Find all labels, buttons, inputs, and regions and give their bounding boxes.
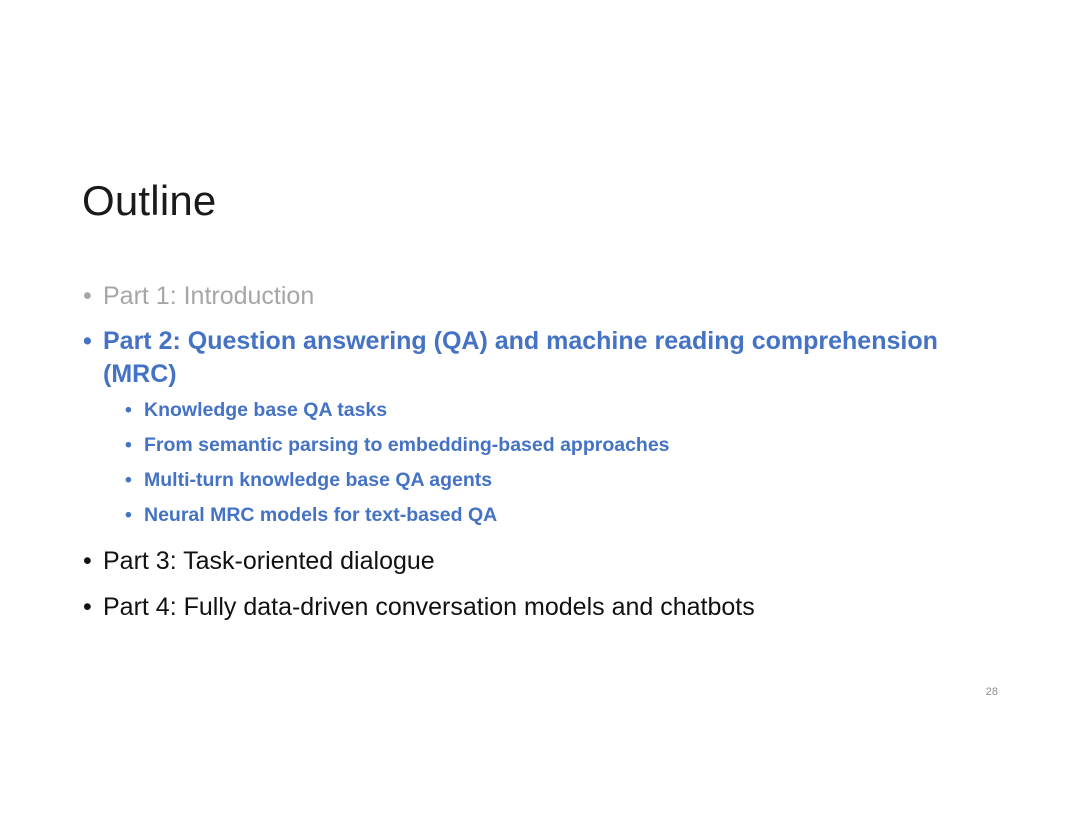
outline-subitem-label: Multi-turn knowledge base QA agents [144,469,493,491]
outline-item-label: Part 4: Fully data-driven conversation models and chatbots [103,593,755,621]
outline-subitem-label: From semantic parsing to embedding-based approaches [144,434,670,456]
outline-item-label: Part 2: Question answering (QA) and machine reading comprehension (MRC) [103,327,938,388]
outline-subitem [123,498,982,533]
outline-subitem-label: Neural MRC models for text-based QA [144,504,498,526]
bullet-icon: • [125,504,132,526]
outline-item-part-3 [82,545,982,578]
outline-item-part-2 [82,325,982,533]
outline-subitem [123,428,982,463]
outline-subitem-label: Knowledge base QA tasks [144,399,388,421]
page-number: 28 [985,686,998,698]
bullet-icon: • [125,399,132,421]
bullet-icon: • [83,547,92,575]
bullet-icon: • [125,434,132,456]
bullet-icon: • [83,282,92,310]
bullet-icon: • [125,469,132,491]
outline-item-part-1 [82,280,982,313]
outline-subitem [123,393,982,428]
outline-sublist [103,393,982,533]
slide-title: Outline [82,177,217,224]
outline-list [82,280,982,624]
bullet-icon: • [83,327,92,355]
outline-item-label: Part 1: Introduction [103,282,315,310]
outline-subitem [123,463,982,498]
outline-item-part-4 [82,591,982,624]
outline-item-label: Part 3: Task-oriented dialogue [103,547,435,575]
bullet-icon: • [83,593,92,621]
